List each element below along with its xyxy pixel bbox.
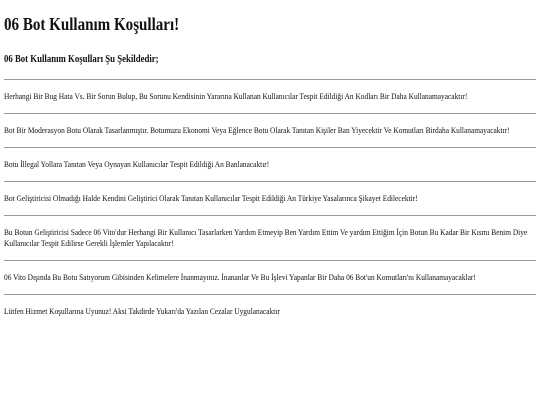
rule-item-5: Bu Botun Geliştiricisi Sadece 06 Vito'dur Herhangi Bir Kullanıcı Tasarlarken Yardım Etmeyip Ben Yardım Ettim Ve yardım Ettiğim İçin Botun Bu Kadar Bir Kısmı Benim Diye Kullanıcılar Tespit Edilirse Gerekli İşlemler Yapılacaktır!: [4, 227, 528, 248]
page-title: 06 Bot Kullanım Koşulları!: [4, 14, 180, 34]
rule-item-7: Lütfen Hizmet Koşullarına Uyunuz! Aksi Takdirde Yukarı'da Yazılan Cezalar Uygulanacaktır: [4, 306, 280, 316]
rule-item-3: Botu İllegal Yollara Tanıtan Veya Oynayan Kullanıcılar Tespit Edildiği An Banlanacaktır!: [4, 159, 270, 169]
rule-item-2: Bot Bir Moderasyon Botu Olarak Tasarlanmıştır. Botumuzu Ekonomi Veya Eğlence Botu Olarak Tanıtan Kişiler Ban Yiyecektir Ve Komutları Birdaha Kullanamayacaktır!: [4, 125, 510, 135]
rule-item-6: 06 Vito Dışında Bu Botu Satıyorum Gibisinden Kelimelere İnanmayınız. İnananlar Ve Bu İşlevi Yapanlar Bir Daha 06 Bot'un Komutları'nı Kullanamayacaklar!: [4, 272, 476, 282]
page-subtitle: 06 Bot Kullanım Koşulları Şu Şekildedir;: [4, 54, 159, 65]
rule-item-4: Bot Geliştiricisi Olmadığı Halde Kendini Geliştirici Olarak Tanıtan Kullanıcılar Tespit Edildiği An Türkiye Yasalarınca Şikayet Edilecektir!: [4, 193, 418, 203]
rule-item-1: Herhangi Bir Bug Hata Vs. Bir Sorun Bulup, Bu Sorunu Kendisinin Yararına Kullanan Kullanıcılar Tespit Edildiği An Kodları Bir Daha Kullanamayacaktır!: [4, 91, 468, 101]
